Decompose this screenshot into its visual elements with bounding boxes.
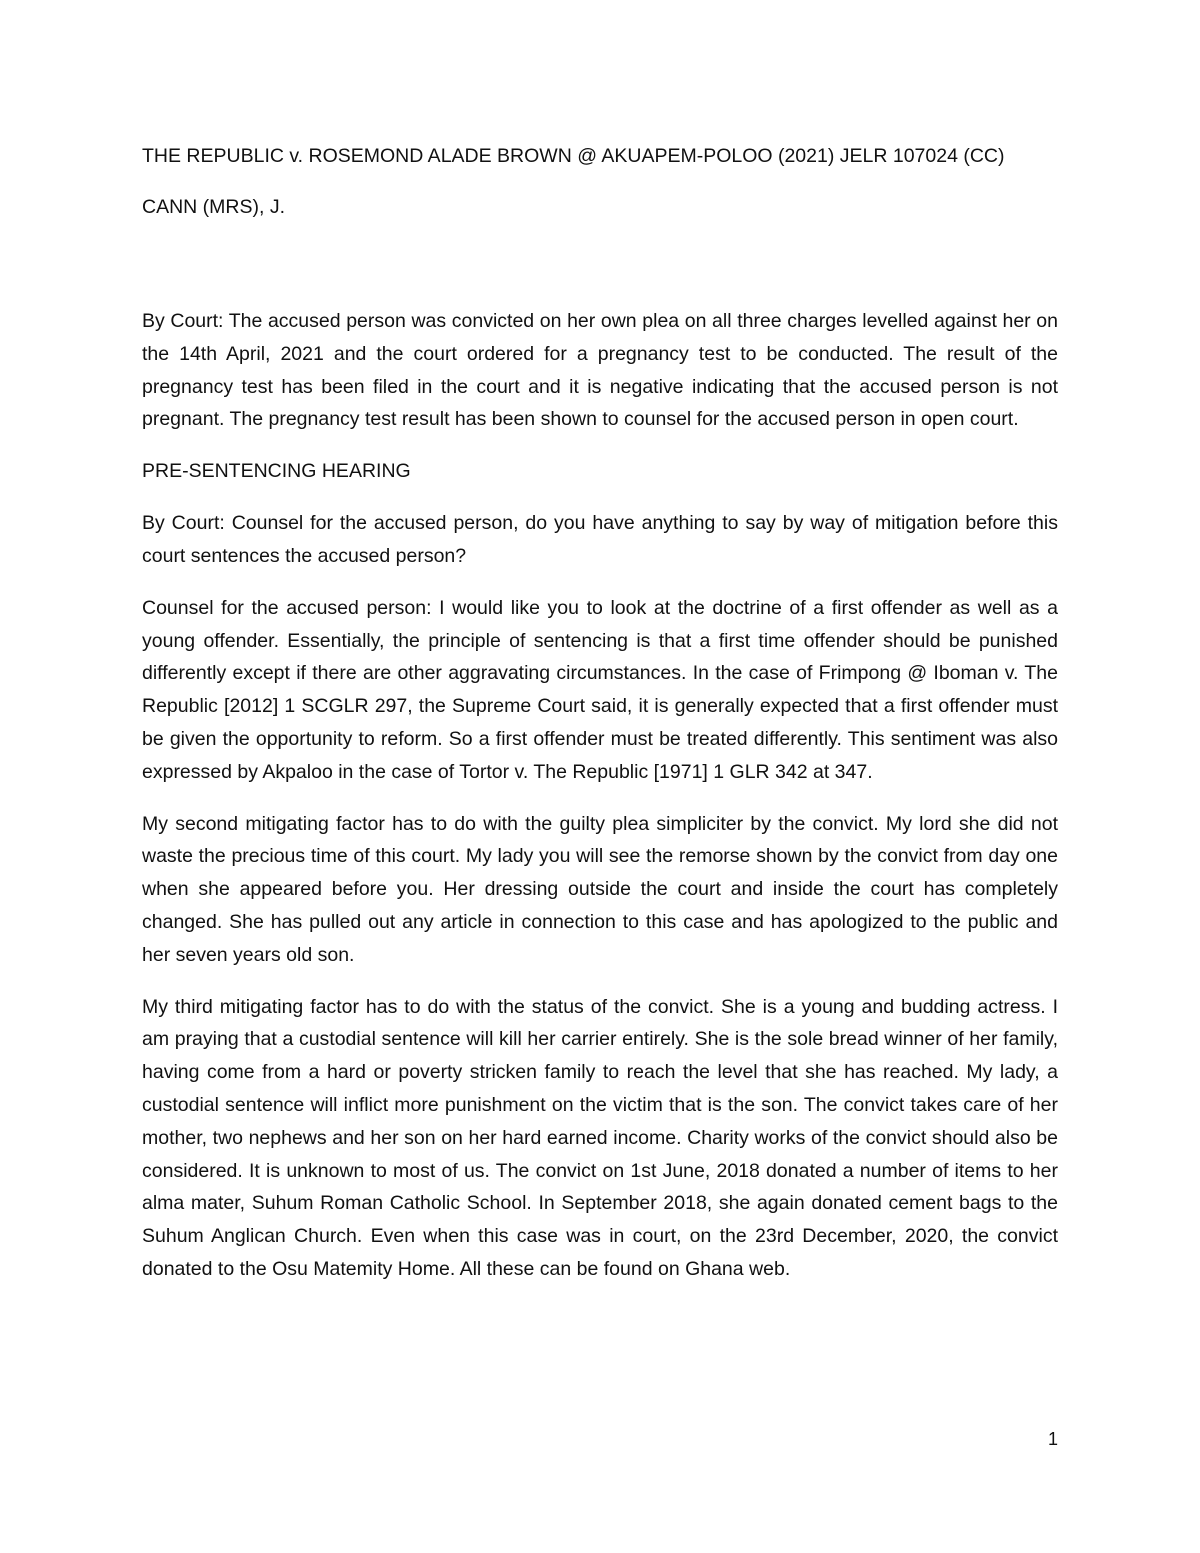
paragraph-court-question: By Court: Counsel for the accused person, do you have anything to say by way of mitigation before this court sentences the accused person? (142, 512, 1058, 567)
paragraph-third-mitigating-factor: My third mitigating factor has to do with the status of the convict. She is a young and budding actress. I am praying that a custodial sentence will kill her carrier entirely. She is the sole bread winner of her family, having come from a hard or poverty stricken family to reach the level that she has reached. My lady, a custodial sentence will inflict more punishment on the victim that is the son. The convict takes care of her mother, two nephews and her son on her hard earned income. Charity works of the convict should also be considered. It is unknown to most of us. The convict on 1st June, 2018 donated a number of items to her alma mater, Suhum Roman Catholic School. In September 2018, she again donated cement bags to the Suhum Anglican Church. Even when this case was in court, on the 23rd December, 2020, the convict donated to the Osu Matemity Home. All these can be found on Ghana web. (142, 995, 1058, 1280)
judge-name: CANN (MRS), J. (142, 196, 285, 218)
paragraph-second-mitigating-factor: My second mitigating factor has to do with the guilty plea simpliciter by the convict. My lord she did not waste the precious time of this court. My lady you will see the remorse shown by the convict from day one when she appeared before you. Her dressing outside the court and inside the court has completely changed. She has pulled out any article in connection to this case and has apologized to the public and her seven years old son. (142, 812, 1058, 966)
section-heading-pre-sentencing: PRE-SENTENCING HEARING (142, 460, 411, 483)
paragraph-court-conviction: By Court: The accused person was convicted on her own plea on all three charges levelled against her on the 14th April, 2021 and the court ordered for a pregnancy test to be conducted. The result of the pregnancy test has been filed in the court and it is negative indicating that the accused person is not pregnant. The pregnancy test result has been shown to counsel for the accused person in open court. (142, 310, 1058, 431)
paragraph-counsel-first-offender: Counsel for the accused person: I would like you to look at the doctrine of a first offender as well as a young offender. Essentially, the principle of sentencing is that a first time offender should be punished differently except if there are other aggravating circumstances. In the case of Frimpong @ Iboman v. The Republic [2012] 1 SCGLR 297, the Supreme Court said, it is generally expected that a first offender must be given the opportunity to reform. So a first offender must be treated differently. This sentiment was also expressed by Akpaloo in the case of Tortor v. The Republic [1971] 1 GLR 342 at 347. (142, 596, 1058, 783)
page-number: 1 (1047, 1429, 1058, 1449)
document-body (142, 140, 1058, 1305)
case-title: THE REPUBLIC v. ROSEMOND ALADE BROWN @ AKUAPEM-POLOO (2021) JELR 107024 (CC) (142, 145, 1005, 167)
